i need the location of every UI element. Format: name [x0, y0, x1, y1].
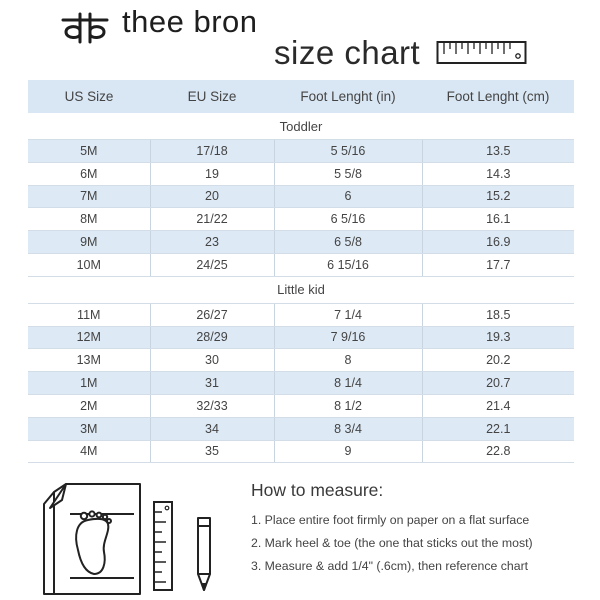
table-row: [28, 349, 574, 372]
eu-size-cell: 20: [150, 185, 274, 208]
group-header-little-kid: [28, 276, 574, 303]
table-row: [28, 253, 574, 276]
foot-length-in-cell: 5 5/8: [274, 162, 422, 185]
table-row: [28, 231, 574, 254]
how-to-measure-title: How to measure:: [251, 480, 384, 500]
foot-length-in-cell: 8 3/4: [274, 417, 422, 440]
foot-length-in-cell: 8 1/2: [274, 394, 422, 417]
us-size-cell: 5M: [28, 140, 150, 163]
column-header-us-size: US Size: [28, 80, 150, 113]
pencil-icon: [198, 518, 210, 590]
foot-length-in-cell: 6 15/16: [274, 253, 422, 276]
eu-size-cell: 21/22: [150, 208, 274, 231]
brand-name: thee bron: [122, 4, 258, 39]
us-size-cell: 2M: [28, 394, 150, 417]
foot-length-cm-cell: 13.5: [422, 140, 574, 163]
table-header-row: [28, 80, 574, 113]
table-row: [28, 162, 574, 185]
eu-size-cell: 31: [150, 372, 274, 395]
table-row: [28, 394, 574, 417]
foot-length-in-cell: 9: [274, 440, 422, 463]
foot-length-in-cell: 7 9/16: [274, 326, 422, 349]
foot-length-cm-cell: 22.8: [422, 440, 574, 463]
foot-length-in-cell: 6 5/16: [274, 208, 422, 231]
foot-length-cm-cell: 17.7: [422, 253, 574, 276]
foot-length-in-cell: 6 5/8: [274, 231, 422, 254]
table-row: [28, 208, 574, 231]
us-size-cell: 1M: [28, 372, 150, 395]
us-size-cell: 10M: [28, 253, 150, 276]
eu-size-cell: 23: [150, 231, 274, 254]
group-header-toddler: [28, 113, 574, 140]
foot-length-in-cell: 7 1/4: [274, 303, 422, 326]
us-size-cell: 11M: [28, 303, 150, 326]
eu-size-cell: 34: [150, 417, 274, 440]
eu-size-cell: 26/27: [150, 303, 274, 326]
column-header-foot-length-cm: Foot Lenght (cm): [422, 80, 574, 113]
us-size-cell: 7M: [28, 185, 150, 208]
measure-step: 3. Measure & add 1/4" (.6cm), then reference chart: [251, 559, 529, 573]
foot-length-in-cell: 8: [274, 349, 422, 372]
db-monogram-icon: [60, 12, 110, 44]
us-size-cell: 9M: [28, 231, 150, 254]
table-row: [28, 185, 574, 208]
foot-length-in-cell: 8 1/4: [274, 372, 422, 395]
eu-size-cell: 24/25: [150, 253, 274, 276]
measure-illustration: [40, 478, 230, 596]
foot-length-cm-cell: 22.1: [422, 417, 574, 440]
table-row: [28, 140, 574, 163]
foot-length-cm-cell: 16.1: [422, 208, 574, 231]
us-size-cell: 4M: [28, 440, 150, 463]
eu-size-cell: 17/18: [150, 140, 274, 163]
eu-size-cell: 30: [150, 349, 274, 372]
size-table: [28, 80, 574, 463]
foot-on-paper-icon: [44, 484, 140, 594]
us-size-cell: 8M: [28, 208, 150, 231]
column-header-foot-length-in: Foot Lenght (in): [274, 80, 422, 113]
table-row: [28, 303, 574, 326]
foot-length-cm-cell: 21.4: [422, 394, 574, 417]
eu-size-cell: 32/33: [150, 394, 274, 417]
foot-length-in-cell: 5 5/16: [274, 140, 422, 163]
foot-length-cm-cell: 14.3: [422, 162, 574, 185]
foot-length-cm-cell: 19.3: [422, 326, 574, 349]
foot-length-cm-cell: 15.2: [422, 185, 574, 208]
table-row: [28, 326, 574, 349]
foot-length-cm-cell: 18.5: [422, 303, 574, 326]
measure-steps: [251, 512, 533, 581]
page-title: size chart: [274, 34, 421, 71]
us-size-cell: 6M: [28, 162, 150, 185]
foot-length-cm-cell: 20.7: [422, 372, 574, 395]
column-header-eu-size: EU Size: [150, 80, 274, 113]
us-size-cell: 3M: [28, 417, 150, 440]
eu-size-cell: 35: [150, 440, 274, 463]
ruler-icon: [436, 40, 528, 66]
eu-size-cell: 28/29: [150, 326, 274, 349]
measure-step: 1. Place entire foot firmly on paper on a flat surface: [251, 513, 530, 527]
group-label: Little kid: [28, 276, 574, 303]
eu-size-cell: 19: [150, 162, 274, 185]
us-size-cell: 12M: [28, 326, 150, 349]
measure-step: 2. Mark heel & toe (the one that sticks out the most): [251, 536, 533, 550]
us-size-cell: 13M: [28, 349, 150, 372]
table-row: [28, 372, 574, 395]
ruler-icon: [154, 502, 172, 590]
foot-length-in-cell: 6: [274, 185, 422, 208]
table-row: [28, 440, 574, 463]
foot-length-cm-cell: 20.2: [422, 349, 574, 372]
foot-length-cm-cell: 16.9: [422, 231, 574, 254]
table-row: [28, 417, 574, 440]
group-label: Toddler: [28, 113, 574, 140]
